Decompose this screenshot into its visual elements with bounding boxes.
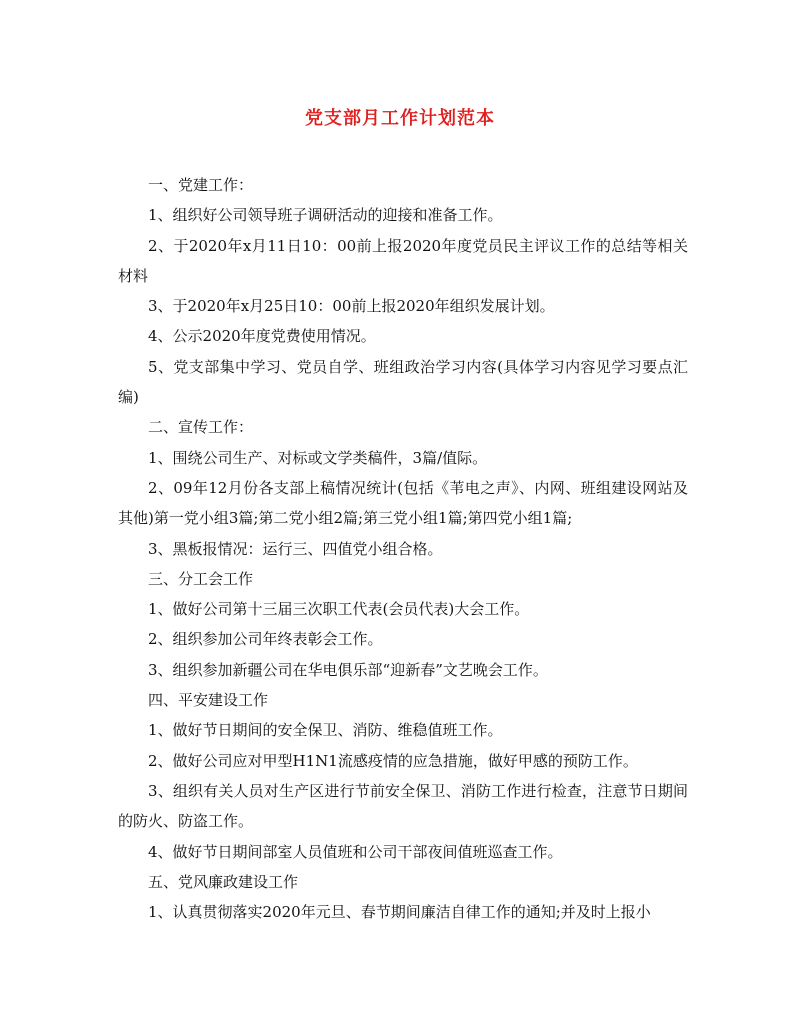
paragraph: 2、09年12月份各支部上稿情况统计(包括《苇电之声》、内网、班组建设网站及其他)第一党小组3篇;第二党小组2篇;第三党小组1篇;第四党小组1篇; <box>118 478 688 528</box>
paragraph: 4、公示2020年度党费使用情况。 <box>148 327 376 346</box>
paragraph: 4、做好节日期间部室人员值班和公司干部夜间值班巡查工作。 <box>148 842 563 861</box>
paragraph: 1、做好公司第十三届三次职工代表(会员代表)大会工作。 <box>148 600 530 619</box>
paragraph: 四、平安建设工作 <box>148 691 269 710</box>
document-title: 党支部月工作计划范本 <box>305 108 495 129</box>
paragraph: 3、组织有关人员对生产区进行节前安全保卫、消防工作进行检查，注意节日期间的防火、防盗工作。 <box>118 781 688 831</box>
paragraph: 3、组织参加新疆公司在华电俱乐部“迎新春”文艺晚会工作。 <box>148 660 548 679</box>
paragraph: 1、做好节日期间的安全保卫、消防、维稳值班工作。 <box>148 721 503 740</box>
paragraph: 三、分工会工作 <box>148 569 254 588</box>
paragraph: 一、党建工作： <box>148 176 254 194</box>
document-body <box>118 170 688 927</box>
paragraph: 1、认真贯彻落实2020年元旦、春节期间廉洁自律工作的通知;并及时上报小 <box>148 903 651 922</box>
paragraph: 五、党风廉政建设工作 <box>148 872 299 891</box>
paragraph: 2、组织参加公司年终表彰会工作。 <box>148 630 383 649</box>
paragraph: 2、做好公司应对甲型H1N1流感疫情的应急措施，做好甲感的预防工作。 <box>148 751 638 770</box>
paragraph: 3、黑板报情况：运行三、四值党小组合格。 <box>148 539 443 558</box>
paragraph: 1、围绕公司生产、对标或文学类稿件，3篇/值际。 <box>148 448 488 467</box>
paragraph: 2、于2020年x月11日10：00前上报2020年度党员民主评议工作的总结等相关材料 <box>118 236 688 285</box>
paragraph: 1、组织好公司领导班子调研活动的迎接和准备工作。 <box>148 206 503 225</box>
paragraph: 3、于2020年x月25日10：00前上报2020年组织发展计划。 <box>148 297 555 316</box>
paragraph: 二、宣传工作： <box>148 418 254 437</box>
paragraph: 5、党支部集中学习、党员自学、班组政治学习内容(具体学习内容见学习要点汇编) <box>118 357 688 407</box>
